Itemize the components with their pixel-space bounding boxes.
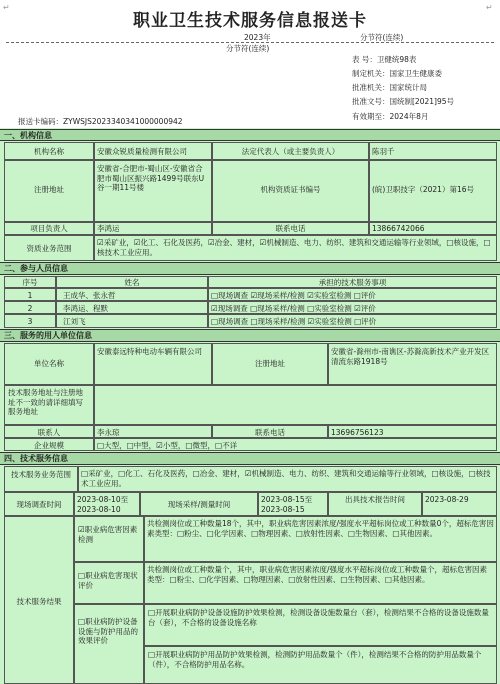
section-break-right: 分节符(连续) bbox=[360, 33, 404, 42]
staff-row-name[interactable]: 王成华、张永哲 bbox=[56, 288, 208, 301]
staff-row-task[interactable]: ☑现场调查 □现场采样/检测 □实验室检测 ☑评价 bbox=[208, 301, 497, 314]
meta-approve-no: 批准文号：国统制[2021]95号 bbox=[352, 97, 454, 106]
service-addr-label: 技术服务地址与注册地址不一致的请详细填写服务地址 bbox=[4, 385, 94, 425]
unit-reg-label: 注册地址 bbox=[212, 343, 328, 385]
reg-address-value[interactable]: 安徽省-合肥市-蜀山区-安徽省合肥市蜀山区振兴路1499号联东U谷一期11号楼 bbox=[94, 160, 212, 222]
unit-name-value[interactable]: 安徽泰远特种电动车辆有限公司 bbox=[94, 343, 212, 385]
card-number: 报送卡编码：ZYWSJS2023340341000000942 bbox=[18, 117, 183, 126]
scope-value[interactable]: ☑采矿业，☑化工、石化及医药，☑冶金、建材，☑机械制造、电力、纺织、建筑和交通运输等行业领域，□核设施，□核技术工业应用。 bbox=[94, 235, 497, 261]
section-org-header: 一、机构信息 bbox=[0, 129, 500, 141]
result-protect-ppe: □开展职业病防护用品防护效果检测，检测防护用品数量个（件），检测结果不合格的防护用品数量个（件），不合格防护用品名称。 bbox=[144, 646, 497, 684]
contact-label: 联系人 bbox=[4, 425, 94, 438]
cert-no-label: 机构资质证书编号 bbox=[212, 160, 369, 222]
result-eval-label[interactable]: □职业病危害现状评价 bbox=[74, 562, 144, 604]
paragraph-mark: ↵ bbox=[3, 3, 10, 12]
result-detect-value: 共检测岗位或工种数量18个，其中，职业病危害因素浓度/强度水平超标岗位或工种数量0个，超标危害因素类型：□粉尘、□化学因素、□物理因素、□放射性因素、□生物因素、□其他因素。 bbox=[144, 516, 497, 562]
meta-table-no: 表 号：卫健统98表 bbox=[352, 55, 417, 64]
unit-name-label: 单位名称 bbox=[4, 343, 94, 385]
staff-row-name[interactable]: 李鸿运、程默 bbox=[56, 301, 208, 314]
result-eval-value: 共检测岗位或工种数量个，其中，职业病危害因素浓度/强度水平超标岗位或工种数量个，超标危害因素类型：□粉尘、□化学因素、□物理因素、□放射性因素、□生物因素、□其他因素。 bbox=[144, 562, 497, 604]
project-lead-value[interactable]: 李鸿运 bbox=[94, 222, 212, 235]
report-time-label: 出具技术报告时间 bbox=[328, 492, 422, 516]
section-employer-header: 三、服务的用人单位信息 bbox=[0, 329, 500, 342]
result-detect-label[interactable]: ☑职业病危害因素检测 bbox=[74, 516, 144, 562]
staff-row-name[interactable]: 江刘飞 bbox=[56, 314, 208, 328]
staff-row-task[interactable]: □现场调查 ☑现场采样/检测 ☑实验室检测 □评价 bbox=[208, 288, 497, 301]
section-staff-header: 二、参与人员信息 bbox=[0, 262, 500, 275]
staff-row-no: 1 bbox=[4, 288, 56, 301]
sample-time-value[interactable]: 2023-08-15至2023-08-15 bbox=[258, 492, 328, 516]
staff-row-no: 3 bbox=[4, 314, 56, 328]
info-form bbox=[0, 128, 500, 684]
result-label: 技术服务结果 bbox=[4, 516, 74, 684]
cert-no-value[interactable]: (皖)卫职技字（2021）第16号 bbox=[369, 160, 497, 222]
year-label: 2023年 bbox=[244, 33, 271, 42]
legal-rep-value[interactable]: 陈羽千 bbox=[369, 142, 497, 160]
service-scope-value[interactable]: □采矿业，□化工、石化及医药，□冶金、建材，☑机械制造、电力、纺织、建筑和交通运输等行业领域，□核设施，□核技术工业应用。 bbox=[78, 466, 497, 492]
size-label: 企业规模 bbox=[4, 438, 94, 451]
section-service-header: 四、技术服务信息 bbox=[0, 452, 500, 465]
org-name-value[interactable]: 安徽众锐质量检测有限公司 bbox=[94, 142, 212, 160]
section-break-left: 分节符(连续) bbox=[226, 44, 270, 53]
col-no: 序号 bbox=[4, 276, 56, 288]
service-addr-value[interactable] bbox=[94, 385, 497, 425]
scope-label: 资质业务范围 bbox=[4, 235, 94, 261]
paragraph-mark: ↵ bbox=[486, 3, 493, 12]
report-time-value[interactable]: 2023-08-29 bbox=[422, 492, 497, 516]
legal-rep-label: 法定代表人（或主要负责人） bbox=[212, 142, 369, 160]
contact-phone-value[interactable]: 13696756123 bbox=[328, 425, 497, 438]
phone-label: 联系电话 bbox=[212, 222, 369, 235]
contact-value[interactable]: 李永琼 bbox=[94, 425, 212, 438]
survey-time-value[interactable]: 2023-08-10至2023-08-10 bbox=[74, 492, 140, 516]
phone-value[interactable]: 13866742066 bbox=[369, 222, 497, 235]
sample-time-label: 现场采样/测量时间 bbox=[140, 492, 258, 516]
staff-row-no: 2 bbox=[4, 301, 56, 314]
page-title: 职业卫生技术服务信息报送卡 bbox=[133, 11, 367, 31]
section-break-line bbox=[6, 42, 494, 43]
project-lead-label: 项目负责人 bbox=[4, 222, 94, 235]
unit-reg-value[interactable]: 安徽省-滁州市-南谯区-苏滁高新技术产业开发区清流东路1918号 bbox=[328, 343, 497, 385]
meta-org: 制定机关：国家卫生健康委 bbox=[352, 69, 442, 78]
meta-valid: 有效期至：2024年8月 bbox=[352, 112, 429, 121]
org-name-label: 机构名称 bbox=[4, 142, 94, 160]
contact-phone-label: 联系电话 bbox=[212, 425, 328, 438]
service-scope-label: 技术服务业务范围 bbox=[4, 466, 78, 492]
col-task: 承担的技术服务事项 bbox=[208, 276, 497, 288]
result-protect-equip: □开展职业病防护设备设施防护效果检测，检测设备设施数量台（套），检测结果不合格的设备设施数量台（套），不合格的设备设施名称 bbox=[144, 604, 497, 646]
size-value[interactable]: □大型，□中型，☑小型，□微型，□不详 bbox=[94, 438, 497, 451]
reg-address-label: 注册地址 bbox=[4, 160, 94, 222]
staff-row-task[interactable]: □现场调查 □现场采样/检测 ☑实验室检测 □评价 bbox=[208, 314, 497, 328]
col-name: 姓名 bbox=[56, 276, 208, 288]
result-protect-label[interactable]: □职业病防护设备设施与防护用品的效果评价 bbox=[74, 604, 144, 684]
meta-approve: 批准机关：国家统计局 bbox=[352, 83, 427, 92]
survey-time-label: 现场调查时间 bbox=[4, 492, 74, 516]
